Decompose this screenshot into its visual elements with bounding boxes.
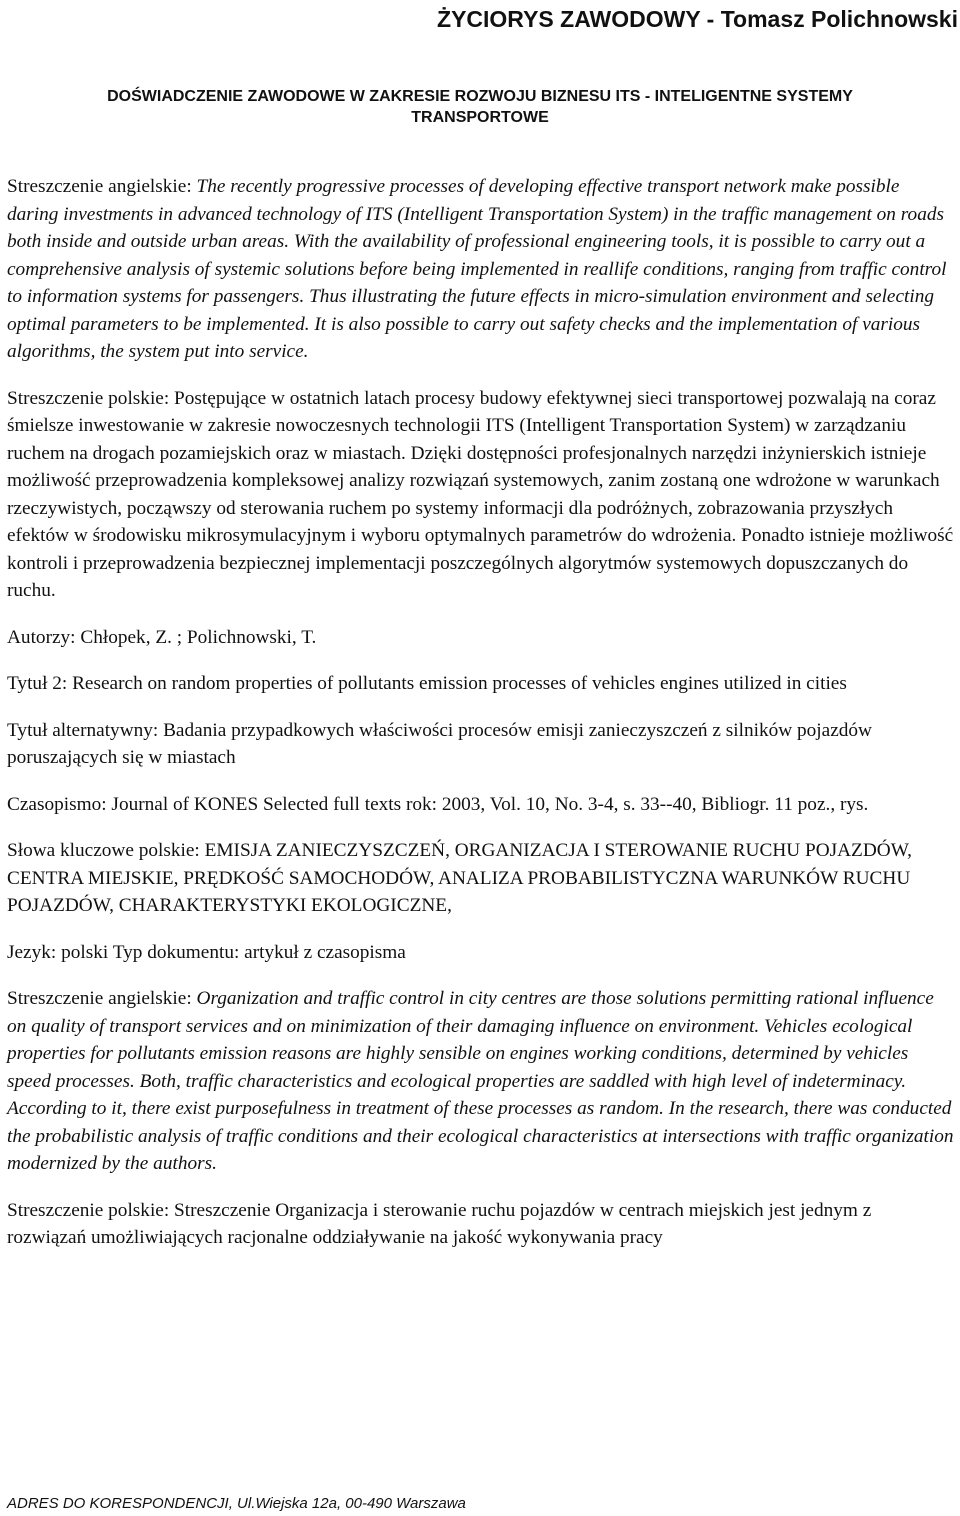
authors-line: Autorzy: Chłopek, Z. ; Polichnowski, T.	[7, 626, 317, 648]
abstract-english-1	[7, 173, 955, 366]
journal-line: Czasopismo: Journal of KONES Selected full texts rok: 2003, Vol. 10, No. 3-4, s. 33--40, Bibliogr. 11 poz., rys.	[7, 793, 869, 815]
abstract-english-2	[7, 985, 955, 1178]
publication-title: Tytuł 2: Research on random properties of pollutants emission processes of vehicles engines utilized in cities	[7, 673, 847, 694]
abstract-english-label: Streszczenie angielskie:	[7, 988, 197, 1009]
abstract-polish-text: Postępujące w ostatnich latach procesy budowy efektywnej sieci transportowej pozwalają na coraz śmielsze inwestowanie w zakresie nowoczesnych technologii ITS (Intelligent Transportation System) w zarządzaniu ruchem na drogach pozamiejskich oraz w miastach. Dzięki dostępności profesjonalnych narzędzi inżynierskich istnieje możliwość przeprowadzenia kompleksowej analizy rozwiązań systemowych, zanim zostaną one wdrożone w warunkach rzeczywistych, począwszy od sterowania ruchem po systemy informacji dla podróżnych, zobrazowania przyszłych efektów w środowisku mikrosymulacyjnym i wyboru optymalnych parametrów do wdrożenia. Ponadto istnieje możliwość kontroli i przeprowadzenia bezpiecznej implementacji poszczególnych algorytmów systemowych dopuszczanych do ruchu.	[7, 387, 954, 601]
correspondence-address: ADRES DO KORESPONDENCJI, Ul.Wiejska 12a, 00-490 Warszawa	[7, 1495, 466, 1512]
abstract-polish-1	[7, 385, 955, 605]
abstract-polish-2	[7, 1197, 955, 1252]
abstract-polish-label: Streszczenie polskie:	[7, 1199, 175, 1221]
document-body	[7, 173, 955, 1271]
abstract-english-text: Organization and traffic control in city centres are those solutions permitting rational influence on quality of transport services and on minimization of their damaging influence on environment. Vehicles ecological properties for pollutants emission reasons are highly sensible on engines working conditions, determined by vehicles speed processes. Both, traffic characteristics and ecological properties are saddled with high level of indeterminacy. According to it, there exist purposefulness in treatment of these processes as random. In the research, there was conducted the probabilistic analysis of traffic conditions and their ecological characteristics at intersections with traffic organization modernized by the authors.	[7, 988, 954, 1174]
language-type-line: Jezyk: polski Typ dokumentu: artykuł z czasopisma	[7, 941, 406, 963]
abstract-english-text: The recently progressive processes of developing effective transport network make possible daring investments in advanced technology of ITS (Intelligent Transportation System) in the traffic management on roads both inside and outside urban areas. With the availability of professional engineering tools, it is possible to carry out a comprehensive analysis of systemic solutions before being implemented in reallife conditions, ranging from traffic control to information systems for passengers. Thus illustrating the future effects in micro-simulation environment and selecting optimal parameters to be implemented. It is also possible to carry out safety checks and the implementation of various algorithms, the system put into service.	[7, 176, 947, 362]
abstract-english-label: Streszczenie angielskie:	[7, 176, 197, 197]
abstract-polish-text: Streszczenie Organizacja i sterowanie ruchu pojazdów w centrach miejskich jest jednym z rozwiązań umożliwiających racjonalne oddziaływanie na jakość wykonywania pracy	[7, 1199, 872, 1248]
keywords-line: Słowa kluczowe polskie: EMISJA ZANIECZYSZCZEŃ, ORGANIZACJA I STEROWANIE RUCHU POJAZDÓW, CENTRA MIEJSKIE, PRĘDKOŚĆ SAMOCHODÓW, ANALIZA PROBABILISTYCZNA WARUNKÓW RUCHU POJAZDÓW, CHARAKTERYSTYKI EKOLOGICZNE,	[7, 840, 912, 916]
section-heading: DOŚWIADCZENIE ZAWODOWE W ZAKRESIE ROZWOJU BIZNESU ITS - INTELIGENTNE SYSTEMY TRANSPORTOWE	[107, 88, 853, 126]
abstract-polish-label: Streszczenie polskie:	[7, 387, 175, 409]
publication-alt-title: Tytuł alternatywny: Badania przypadkowych właściwości procesów emisji zanieczyszczeń z silników pojazdów poruszających się w miastach	[7, 719, 872, 768]
page-title: ŻYCIORYS ZAWODOWY - Tomasz Polichnowski	[437, 6, 958, 32]
